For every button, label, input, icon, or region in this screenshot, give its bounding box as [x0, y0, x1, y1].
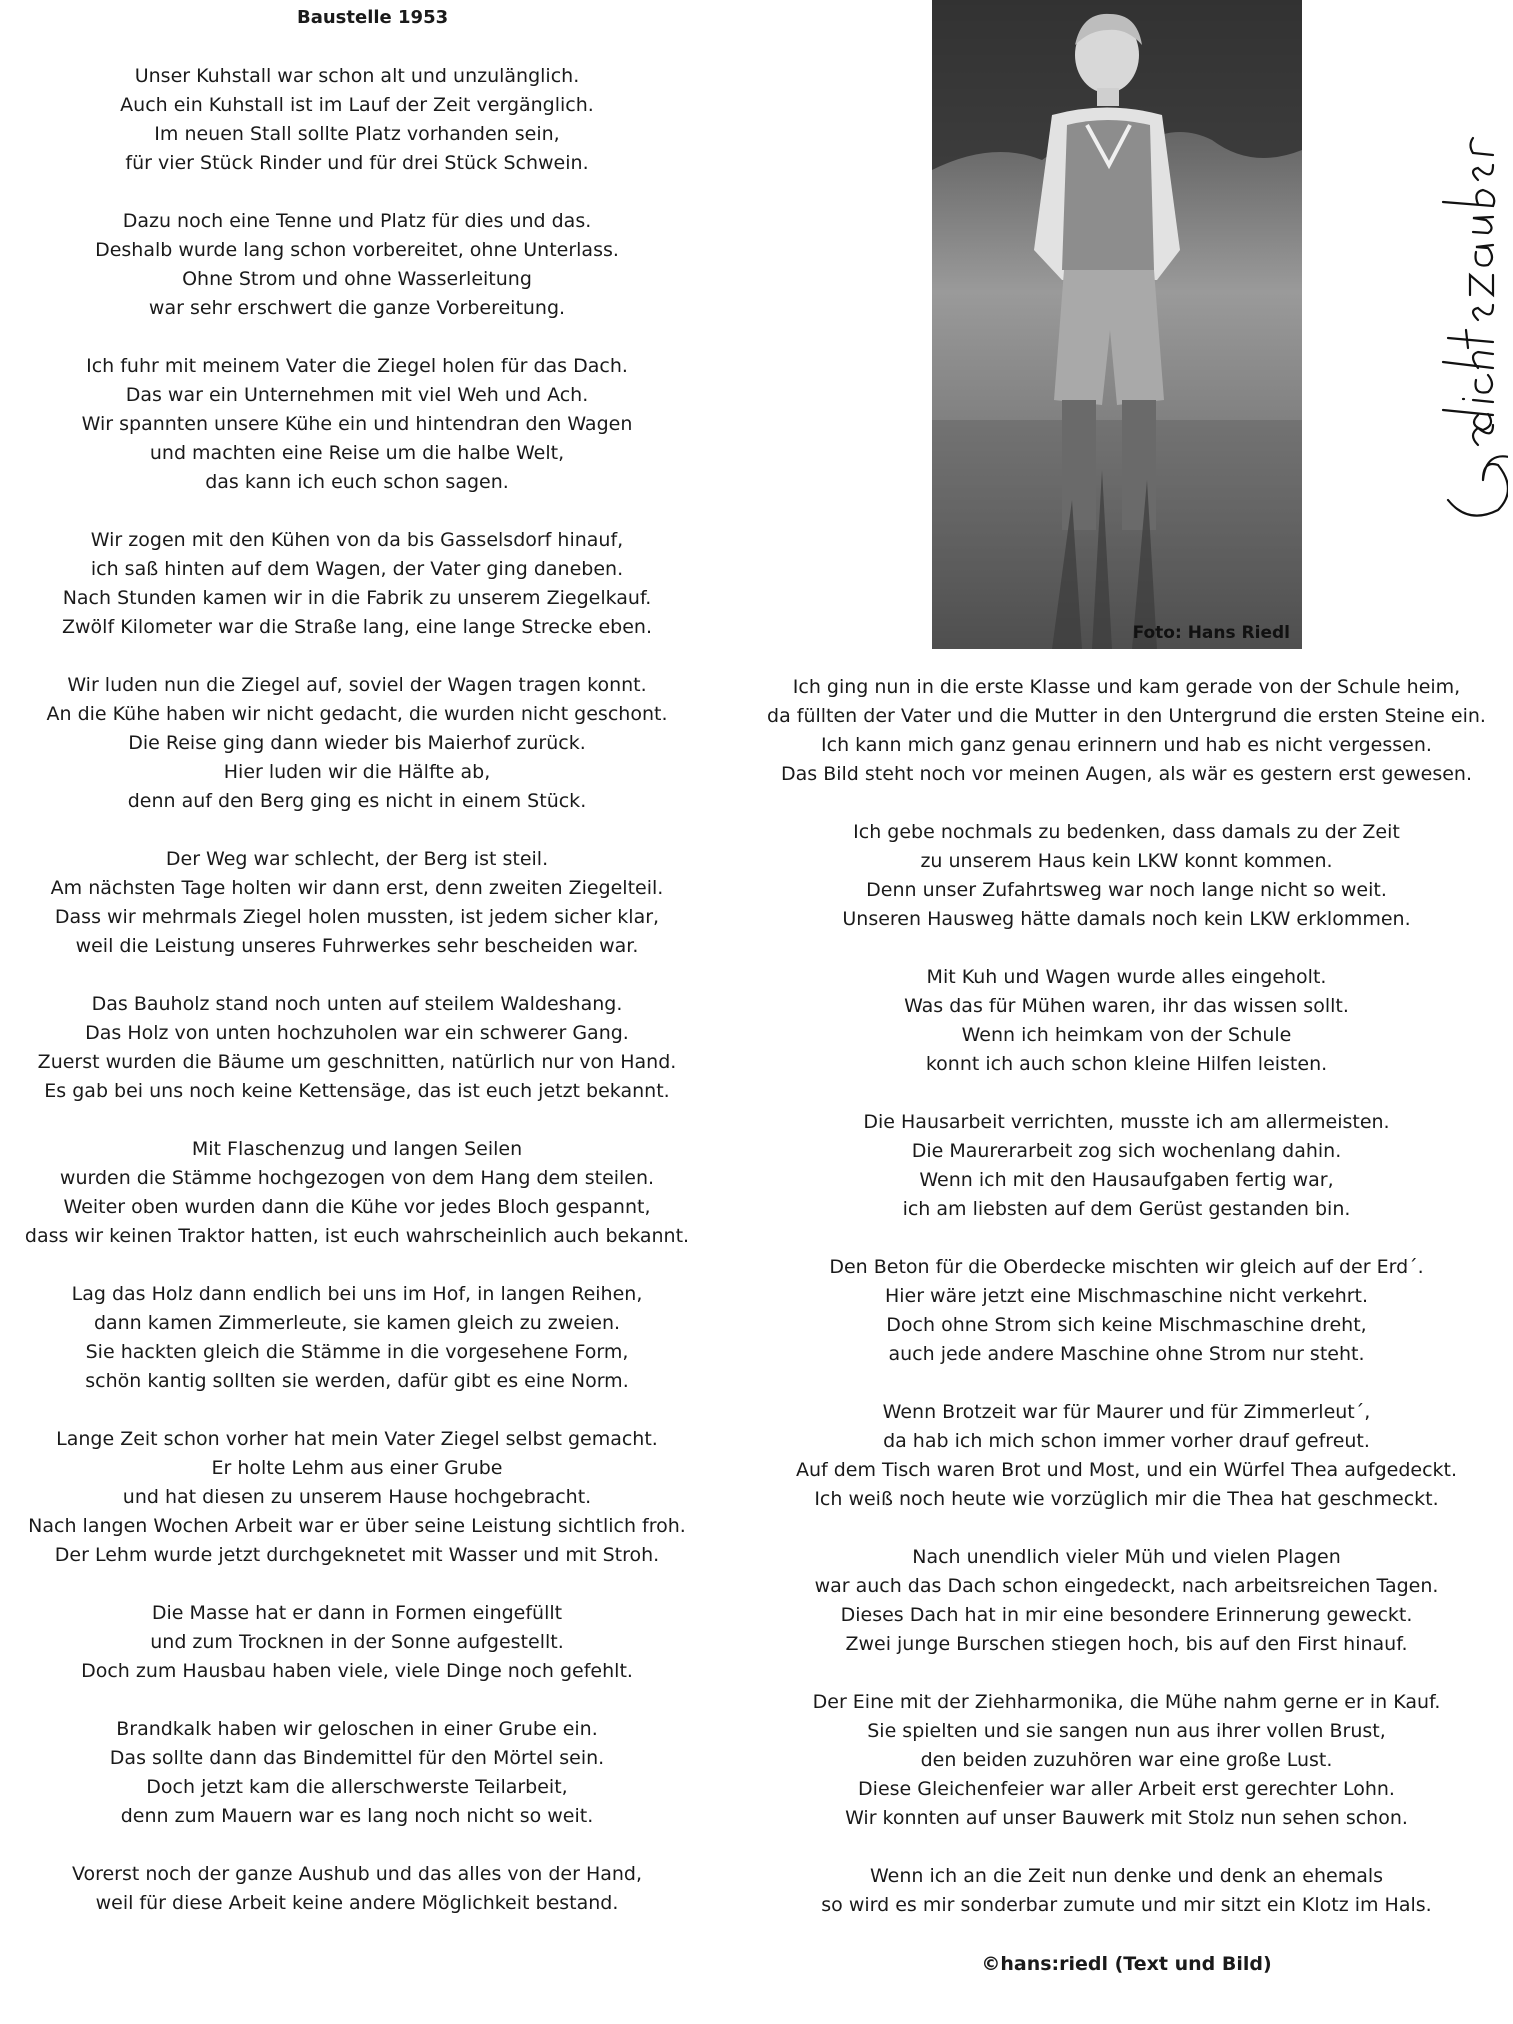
photo-credit: Foto: Hans Riedl — [1132, 623, 1290, 643]
poem-line: Nach langen Wochen Arbeit war er über seine Leistung sichtlich froh. — [28, 1515, 686, 1537]
left-stanza — [0, 990, 714, 1106]
left-stanza — [0, 1599, 714, 1686]
poem-line: Wir luden nun die Ziegel auf, soviel der Wagen tragen konnt. — [67, 674, 647, 696]
poem-line: war sehr erschwert die ganze Vorbereitung. — [148, 297, 566, 319]
photo-boy — [932, 0, 1302, 649]
poem-line: Wir spannten unsere Kühe ein und hintendran den Wagen — [81, 413, 633, 435]
poem-line: Unseren Hausweg hätte damals noch kein LKW erklommen. — [842, 908, 1411, 930]
poem-line: Das Bild steht noch vor meinen Augen, als wär es gestern erst gewesen. — [781, 763, 1472, 785]
photo-image — [932, 0, 1302, 649]
poem-line: Nach unendlich vieler Müh und vielen Plagen — [912, 1546, 1341, 1568]
poem-left-column — [0, 62, 714, 1947]
poem-line: Doch zum Hausbau haben viele, viele Dinge noch gefehlt. — [81, 1660, 633, 1682]
poem-line: zu unserem Haus kein LKW konnt kommen. — [920, 850, 1333, 872]
signature-logo — [1318, 130, 1508, 530]
right-stanza — [740, 1688, 1513, 1833]
poem-line: Lag das Holz dann endlich bei uns im Hof, in langen Reihen, — [71, 1283, 643, 1305]
poem-line: Ich gebe nochmals zu bedenken, dass damals zu der Zeit — [853, 821, 1400, 843]
poem-line: Die Reise ging dann wieder bis Maierhof zurück. — [128, 732, 586, 754]
poem-line: und hat diesen zu unserem Hause hochgebracht. — [122, 1486, 592, 1508]
poem-line: und zum Trocknen in der Sonne aufgestellt. — [150, 1631, 564, 1653]
poem-line: Ich kann mich ganz genau erinnern und hab es nicht vergessen. — [821, 734, 1432, 756]
poem-line: Wenn ich mit den Hausaufgaben fertig war, — [919, 1169, 1334, 1191]
poem-line: Das sollte dann das Bindemittel für den Mörtel sein. — [109, 1747, 605, 1769]
poem-line: Vorerst noch der ganze Aushub und das alles von der Hand, — [71, 1863, 643, 1885]
right-stanza — [740, 1108, 1513, 1224]
poem-line: Der Weg war schlecht, der Berg ist steil. — [165, 848, 549, 870]
poem-line: weil die Leistung unseres Fuhrwerkes sehr bescheiden war. — [75, 935, 639, 957]
right-stanza — [740, 1862, 1513, 1920]
poem-line: Auf dem Tisch waren Brot und Most, und ein Würfel Thea aufgedeckt. — [795, 1459, 1458, 1481]
poem-line: Sie hackten gleich die Stämme in die vorgesehene Form, — [85, 1341, 629, 1363]
poem-line: das kann ich euch schon sagen. — [205, 471, 509, 493]
right-stanza — [740, 1253, 1513, 1369]
poem-line: ich saß hinten auf dem Wagen, der Vater ging daneben. — [90, 558, 624, 580]
poem-line: Zuerst wurden die Bäume um geschnitten, natürlich nur von Hand. — [37, 1051, 677, 1073]
poem-line: Mit Kuh und Wagen wurde alles eingeholt. — [926, 966, 1327, 988]
poem-line: auch jede andere Maschine ohne Strom nur steht. — [888, 1343, 1365, 1365]
poem-line: Wir zogen mit den Kühen von da bis Gasselsdorf hinauf, — [90, 529, 624, 551]
copyright-line: ©hans:riedl (Text und Bild) — [981, 1953, 1272, 1975]
left-stanza — [0, 352, 714, 497]
poem-line: für vier Stück Rinder und für drei Stück Schwein. — [125, 152, 589, 174]
right-stanza — [740, 1398, 1513, 1514]
poem-line: Weiter oben wurden dann die Kühe vor jedes Bloch gespannt, — [63, 1196, 651, 1218]
poem-line: Wenn Brotzeit war für Maurer und für Zimmerleut´, — [882, 1401, 1371, 1423]
poem-line: An die Kühe haben wir nicht gedacht, die wurden nicht geschont. — [46, 703, 668, 725]
left-stanza — [0, 526, 714, 642]
left-stanza — [0, 1280, 714, 1396]
left-stanza — [0, 62, 714, 178]
right-stanza — [740, 963, 1513, 1079]
poem-line: konnt ich auch schon kleine Hilfen leisten. — [925, 1053, 1328, 1075]
poem-line: Der Eine mit der Ziehharmonika, die Mühe nahm gerne er in Kauf. — [812, 1691, 1441, 1713]
poem-line: Die Masse hat er dann in Formen eingefüllt — [151, 1602, 563, 1624]
poem-line: Ohne Strom und ohne Wasserleitung — [182, 268, 532, 290]
left-stanza — [0, 845, 714, 961]
poem-line: Diese Gleichenfeier war aller Arbeit erst gerechter Lohn. — [858, 1778, 1395, 1800]
poem-title: Baustelle 1953 — [297, 7, 449, 28]
poem-line: Wenn ich an die Zeit nun denke und denk an ehemals — [869, 1865, 1384, 1887]
poem-line: Dazu noch eine Tenne und Platz für dies und das. — [122, 210, 592, 232]
poem-line: denn zum Mauern war es lang noch nicht so weit. — [120, 1805, 594, 1827]
poem-line: Nach Stunden kamen wir in die Fabrik zu unserem Ziegelkauf. — [62, 587, 652, 609]
poem-line: und machten eine Reise um die halbe Welt, — [149, 442, 565, 464]
poem-line: so wird es mir sonderbar zumute und mir sitzt ein Klotz im Hals. — [821, 1894, 1432, 1916]
poem-line: Zwei junge Burschen stiegen hoch, bis auf den First hinauf. — [845, 1633, 1408, 1655]
poem-line: da füllten der Vater und die Mutter in den Untergrund die ersten Steine ein. — [767, 705, 1486, 727]
poem-line: Die Hausarbeit verrichten, musste ich am allermeisten. — [863, 1111, 1390, 1133]
poem-line: Auch ein Kuhstall ist im Lauf der Zeit vergänglich. — [120, 94, 594, 116]
poem-line: dass wir keinen Traktor hatten, ist euch wahrscheinlich auch bekannt. — [24, 1225, 690, 1247]
left-stanza — [0, 1860, 714, 1918]
poem-line: Das Bauholz stand noch unten auf steilem Waldeshang. — [91, 993, 623, 1015]
poem-line: Hier luden wir die Hälfte ab, — [223, 761, 491, 783]
poem-line: Das war ein Unternehmen mit viel Weh und Ach. — [125, 384, 589, 406]
poem-line: Hier wäre jetzt eine Mischmaschine nicht verkehrt. — [884, 1285, 1369, 1307]
poem-line: den beiden zuzuhören war eine große Lust. — [920, 1749, 1333, 1771]
poem-line: Doch jetzt kam die allerschwerste Teilarbeit, — [146, 1776, 568, 1798]
poem-line: Mit Flaschenzug und langen Seilen — [191, 1138, 523, 1160]
poem-line: Es gab bei uns noch keine Kettensäge, das ist euch jetzt bekannt. — [44, 1080, 670, 1102]
poem-line: Denn unser Zufahrtsweg war noch lange nicht so weit. — [866, 879, 1387, 901]
poem-line: Dieses Dach hat in mir eine besondere Erinnerung geweckt. — [840, 1604, 1413, 1626]
poem-line: Wir konnten auf unser Bauwerk mit Stolz nun sehen schon. — [845, 1807, 1408, 1829]
poem-line: Den Beton für die Oberdecke mischten wir gleich auf der Erd´. — [829, 1256, 1424, 1278]
poem-line: Deshalb wurde lang schon vorbereitet, ohne Unterlass. — [95, 239, 619, 261]
poem-line: schön kantig sollten sie werden, dafür gibt es eine Norm. — [85, 1370, 629, 1392]
poem-line: denn auf den Berg ging es nicht in einem Stück. — [127, 790, 587, 812]
poem-line: Sie spielten und sie sangen nun aus ihrer vollen Brust, — [867, 1720, 1386, 1742]
right-stanza — [740, 673, 1513, 789]
poem-line: war auch das Dach schon eingedeckt, nach arbeitsreichen Tagen. — [814, 1575, 1439, 1597]
left-stanza — [0, 207, 714, 323]
poem-line: da hab ich mich schon immer vorher drauf gefreut. — [883, 1430, 1370, 1452]
poem-line: ich am liebsten auf dem Gerüst gestanden bin. — [902, 1198, 1351, 1220]
poem-right-column — [740, 673, 1513, 1949]
poem-line: Am nächsten Tage holten wir dann erst, denn zweiten Ziegelteil. — [50, 877, 664, 899]
poem-line: Unser Kuhstall war schon alt und unzulänglich. — [134, 65, 580, 87]
left-stanza — [0, 1135, 714, 1251]
poem-line: Lange Zeit schon vorher hat mein Vater Ziegel selbst gemacht. — [56, 1428, 658, 1450]
poem-line: Im neuen Stall sollte Platz vorhanden sein, — [154, 123, 560, 145]
poem-line: Wenn ich heimkam von der Schule — [961, 1024, 1292, 1046]
poem-line: Was das für Mühen waren, ihr das wissen sollt. — [904, 995, 1349, 1017]
poem-line: dann kamen Zimmerleute, sie kamen gleich zu zweien. — [93, 1312, 621, 1334]
poem-line: Dass wir mehrmals Ziegel holen mussten, ist jedem sicher klar, — [54, 906, 660, 928]
poem-line: weil für diese Arbeit keine andere Möglichkeit bestand. — [95, 1892, 619, 1914]
left-stanza — [0, 671, 714, 816]
poem-line: Brandkalk haben wir geloschen in einer Grube ein. — [116, 1718, 598, 1740]
left-stanza — [0, 1715, 714, 1831]
right-stanza — [740, 1543, 1513, 1659]
poem-line: Doch ohne Strom sich keine Mischmaschine dreht, — [886, 1314, 1367, 1336]
poem-line: Er holte Lehm aus einer Grube — [211, 1457, 503, 1479]
poem-line: Der Lehm wurde jetzt durchgeknetet mit Wasser und mit Stroh. — [54, 1544, 660, 1566]
poem-line: Das Holz von unten hochzuholen war ein schwerer Gang. — [85, 1022, 629, 1044]
poem-line: Ich weiß noch heute wie vorzüglich mir die Thea hat geschmeckt. — [814, 1488, 1439, 1510]
poem-line: Ich ging nun in die erste Klasse und kam gerade von der Schule heim, — [792, 676, 1461, 698]
poem-line: wurden die Stämme hochgezogen von dem Hang dem steilen. — [59, 1167, 655, 1189]
poem-line: Die Maurerarbeit zog sich wochenlang dahin. — [911, 1140, 1342, 1162]
poem-line: Ich fuhr mit meinem Vater die Ziegel holen für das Dach. — [86, 355, 628, 377]
poem-line: Zwölf Kilometer war die Straße lang, eine lange Strecke eben. — [62, 616, 652, 638]
left-stanza — [0, 1425, 714, 1570]
right-stanza — [740, 818, 1513, 934]
